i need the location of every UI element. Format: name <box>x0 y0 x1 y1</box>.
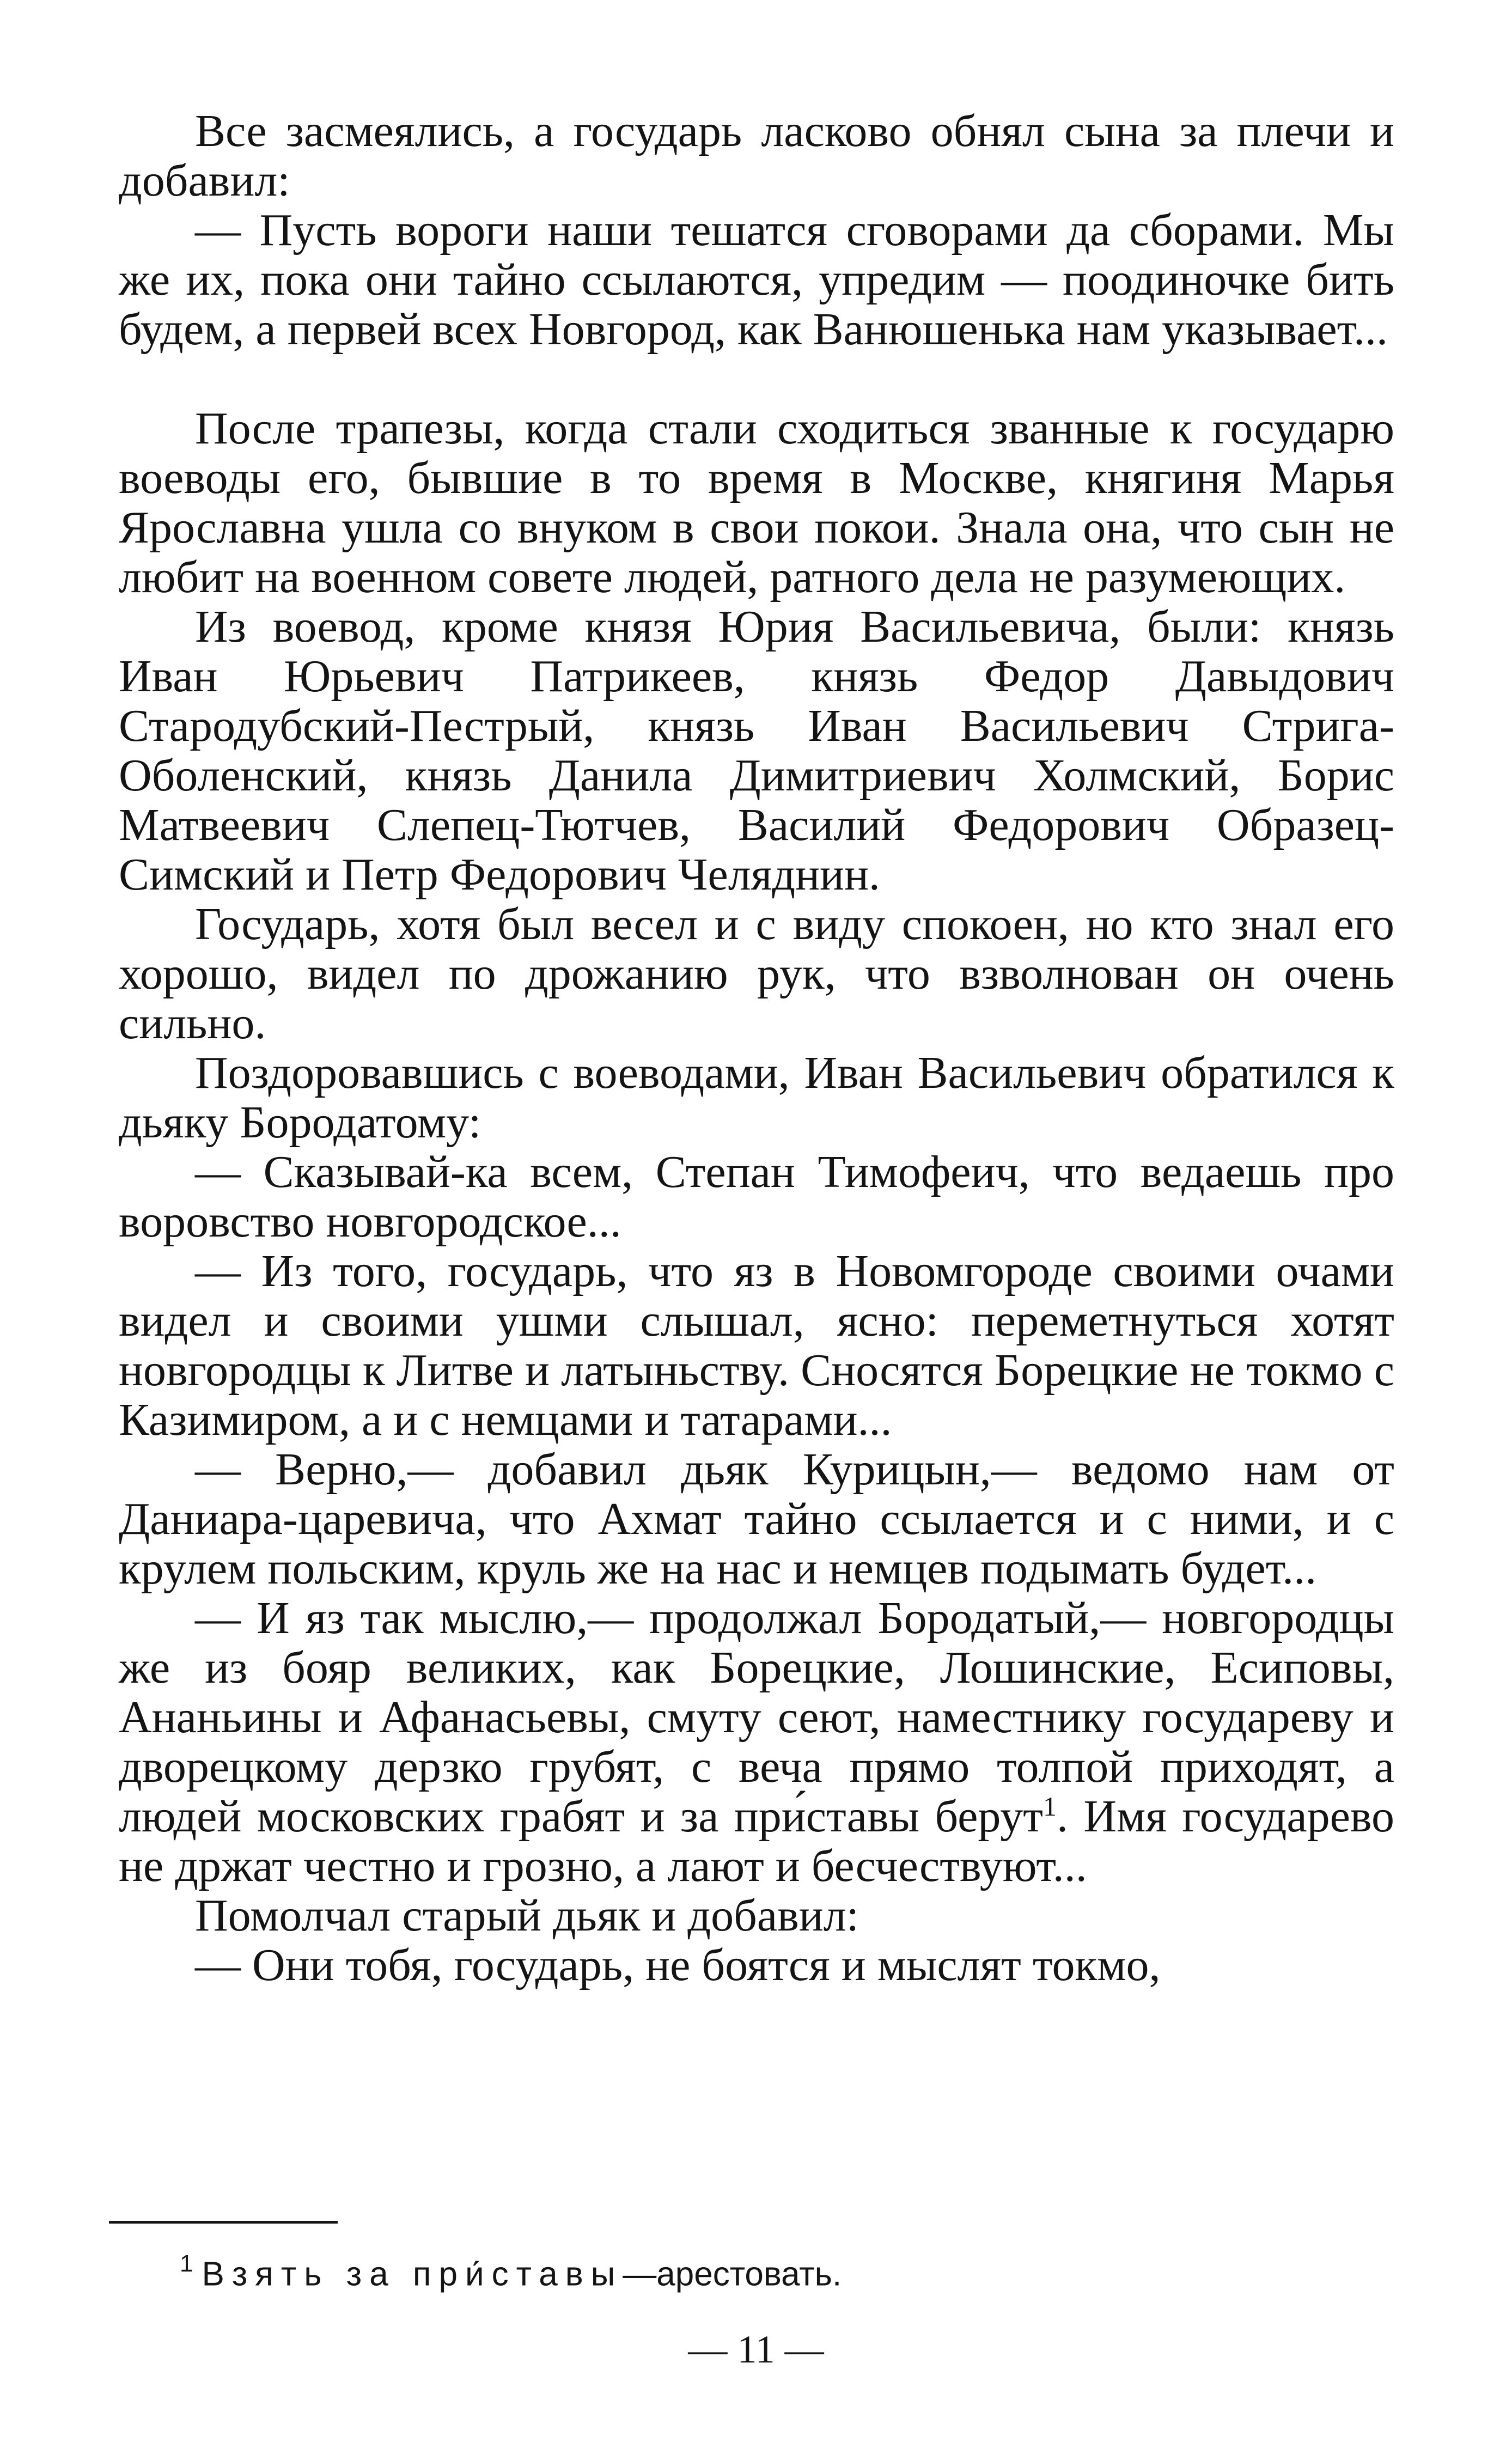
paragraph: Из воевод, кроме князя Юрия Васильевича, были: князь Иван Юрьевич Патрикеев, князь Федор Давыдович Стародубский-Пестрый, князь Иван Васильевич Стрига-Оболенский, князь Данила Димитриевич Холмский, Борис Матвеевич Слепец-Тютчев, Василий Федорович Образец-Симский и Петр Федорович Челяднин. <box>119 601 1394 900</box>
paragraph: — Пусть вороги наши тешатся сговорами да сборами. Мы же их, пока они тайно ссылаются, упредим — поодиночке бить будем, а первей всех Новгород, как Ванюшенька нам указывает... <box>119 205 1394 355</box>
footnote <box>180 2244 1378 2297</box>
footnote-dash: — <box>623 2255 657 2293</box>
paragraph: Помолчал старый дьяк и добавил: <box>195 1890 859 1941</box>
page-body-text <box>119 106 1394 1990</box>
page-number: — 11 — <box>688 2328 824 2371</box>
paragraph-text-tail: . Имя государево не држат честно и грозно, а лают и бесчествуют... <box>119 1791 1394 1891</box>
paragraph: Государь, хотя был весел и с виду спокоен, но кто знал его хорошо, видел по дрожанию рук, что взволнован он очень сильно. <box>119 899 1394 1049</box>
paragraph: После трапезы, когда стали сходиться званные к государю воеводы его, бывшие в то время в Москве, княгиня Марья Ярославна ушла со внуком в свои покои. Знала она, что сын не любит на военном совете людей, ратного дела не разумеющих. <box>119 403 1394 602</box>
paragraph: Поздоровавшись с воеводами, Иван Васильевич обратился к дьяку Бородатому: <box>119 1048 1394 1148</box>
paragraph: Все засмеялись, а государь ласково обнял сына за плечи и добавил: <box>119 106 1394 206</box>
paragraph: — Верно,— добавил дьяк Курицын,— ведомо нам от Даниара-царевича, что Ахмат тайно ссылается и с ними, и с крулем польским, круль же на нас и немцев подымать будет... <box>119 1444 1394 1594</box>
paragraph-with-footnote <box>119 1593 1394 1891</box>
paragraph: — Сказывай-ка всем, Степан Тимофеич, что ведаешь про воровство новгородское... <box>119 1147 1394 1247</box>
footnote-reference: 1 <box>1043 1791 1057 1822</box>
paragraph: — Они тобя, государь, не боятся и мыслят токмо, <box>195 1940 1161 1990</box>
footnote-divider <box>109 2221 338 2224</box>
paragraph: — Из того, государь, что яз в Новомгороде своими очами видел и своими ушми слышал, ясно: переметнуться хотят новгородцы к Литве и латыньству. Сносятся Борецкие не токмо с Казимиром, а и с немцами и татарами... <box>119 1246 1394 1445</box>
footnote-marker: 1 <box>180 2250 193 2277</box>
footnote-definition: арестовать. <box>656 2255 842 2293</box>
footnote-term: Взять за при́ставы <box>202 2255 623 2293</box>
paragraph-text: — И яз так мыслю,— продолжал Бородатый,— новгородцы же из бояр великих, как Борецкие, Лошинские, Есиповы, Ананьины и Афанасьевы, смуту сеют, наместнику государеву и дворецкому дерзко грубят, с веча прямо толпой приходят, а людей московских грабят и за при́ставы берут <box>119 1593 1394 1842</box>
